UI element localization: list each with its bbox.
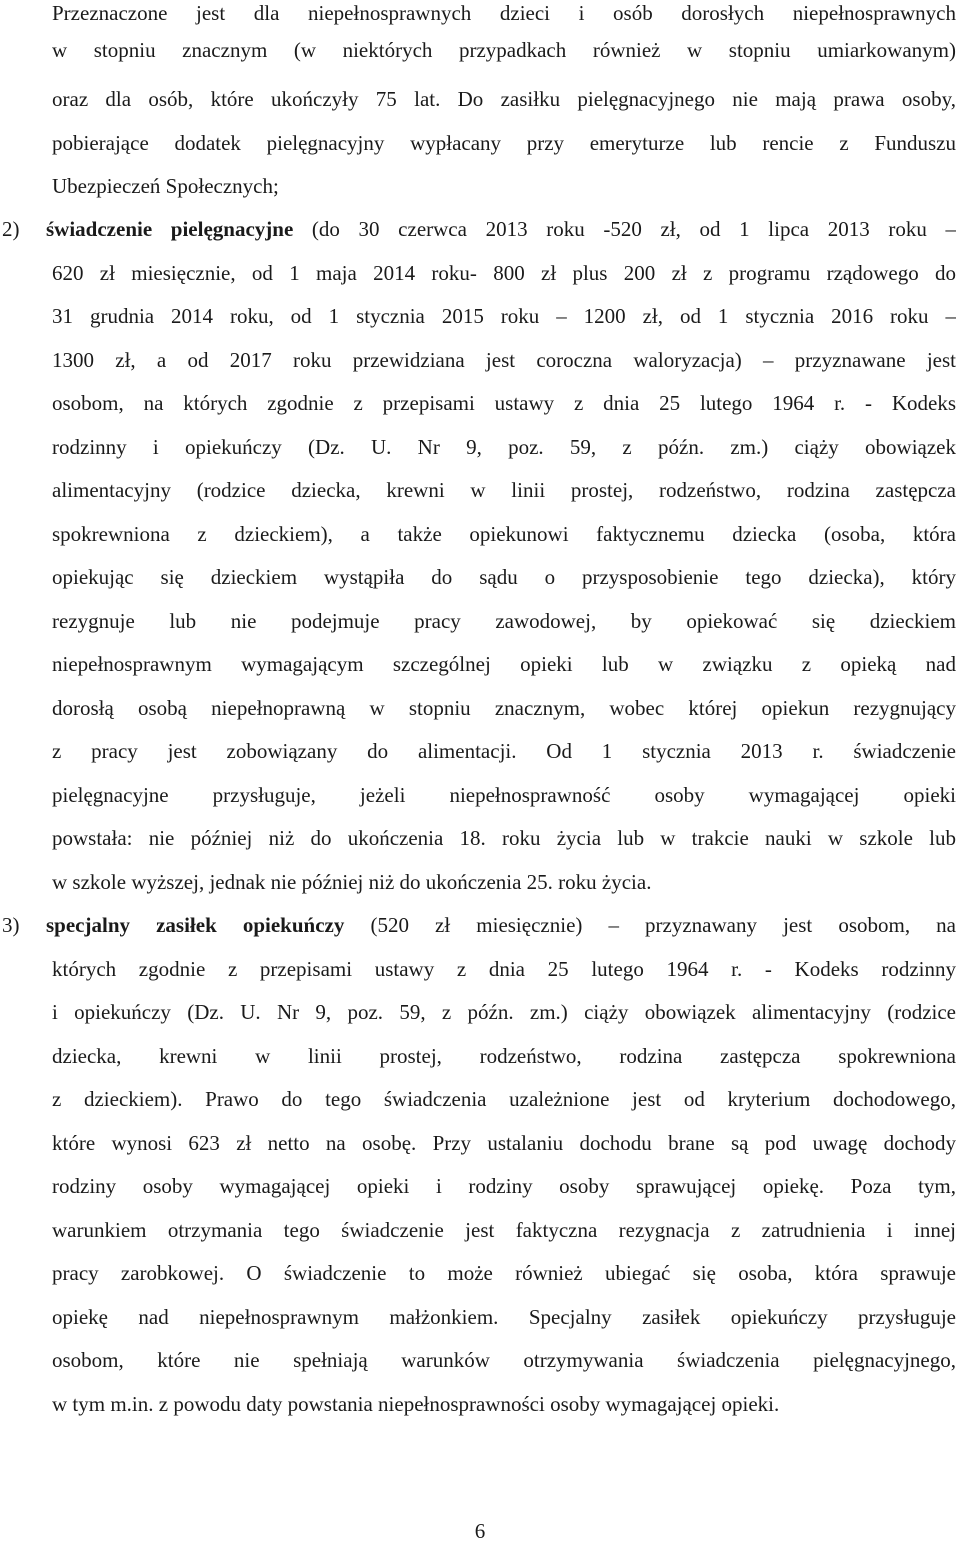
- paragraph-line: które wynosi 623 zł netto na osobę. Przy ustalaniu dochodu brane są pod uwagę dochody: [52, 1131, 956, 1155]
- paragraph-line: rezygnuje lub nie podejmuje pracy zawodowej, by opiekować się dzieckiem: [52, 609, 956, 633]
- paragraph-line: powstała: nie później niż do ukończenia 18. roku życia lub w trakcie nauki w szkole lub: [52, 826, 956, 850]
- list-item-term: specjalny zasiłek opiekuńczy: [46, 913, 345, 937]
- paragraph-line: 620 zł miesięcznie, od 1 maja 2014 roku- 800 zł plus 200 zł z programu rządowego do: [52, 261, 956, 285]
- page-number: 6: [474, 1519, 486, 1543]
- paragraph-line: 31 grudnia 2014 roku, od 1 stycznia 2015 roku – 1200 zł, od 1 stycznia 2016 roku –: [52, 304, 956, 328]
- paragraph-line: opiekując się dzieckiem wystąpiła do sądu o przysposobienie tego dziecka), który: [52, 565, 956, 589]
- paragraph-line: w stopniu znacznym (w niektórych przypadkach również w stopniu umiarkowanym): [52, 38, 956, 62]
- paragraph-line: i opiekuńczy (Dz. U. Nr 9, poz. 59, z późn. zm.) ciąży obowiązek alimentacyjny (rodzice: [52, 1000, 956, 1024]
- paragraph-line: w tym m.in. z powodu daty powstania niepełnosprawności osoby wymagającej opieki.: [52, 1392, 780, 1416]
- paragraph-line: dorosłą osobą niepełnoprawną w stopniu znacznym, wobec której opiekun rezygnujący: [52, 696, 956, 720]
- paragraph-line: których zgodnie z przepisami ustawy z dnia 25 lutego 1964 r. - Kodeks rodzinny: [52, 957, 956, 981]
- paragraph-line: Przeznaczone jest dla niepełnosprawnych dzieci i osób dorosłych niepełnosprawnych: [52, 1, 956, 25]
- list-marker: 2): [2, 217, 20, 241]
- paragraph-line: alimentacyjny (rodzice dziecka, krewni w linii prostej, rodzeństwo, rodzina zastępcza: [52, 478, 956, 502]
- paragraph-line: osobom, na których zgodnie z przepisami ustawy z dnia 25 lutego 1964 r. - Kodeks: [52, 391, 956, 415]
- paragraph-line: z dzieckiem). Prawo do tego świadczenia uzależnione jest od kryterium dochodowego,: [52, 1087, 956, 1111]
- list-item-first-line: [46, 215, 956, 243]
- paragraph-line: pielęgnacyjne przysługuje, jeżeli niepełnosprawność osoby wymagającej opieki: [52, 783, 956, 807]
- paragraph-line: spokrewniona z dzieckiem), a także opiekunowi faktycznemu dziecka (osoba, która: [52, 522, 956, 546]
- list-marker: 3): [2, 913, 20, 937]
- paragraph-line: rodzinny i opiekuńczy (Dz. U. Nr 9, poz. 59, z późn. zm.) ciąży obowiązek: [52, 435, 956, 459]
- paragraph-line: 1300 zł, a od 2017 roku przewidziana jest coroczna waloryzacja) – przyznawane jest: [52, 348, 956, 372]
- list-item-text: (do 30 czerwca 2013 roku -520 zł, od 1 lipca 2013 roku –: [293, 217, 956, 241]
- paragraph-line: w szkole wyższej, jednak nie później niż do ukończenia 25. roku życia.: [52, 870, 652, 894]
- paragraph-line: warunkiem otrzymania tego świadczenie jest faktyczna rezygnacja z zatrudnienia i innej: [52, 1218, 956, 1242]
- paragraph-line: z pracy jest zobowiązany do alimentacji. Od 1 stycznia 2013 r. świadczenie: [52, 739, 956, 763]
- paragraph-line: osobom, które nie spełniają warunków otrzymywania świadczenia pielęgnacyjnego,: [52, 1348, 956, 1372]
- paragraph-line: niepełnosprawnym wymagającym szczególnej opieki lub w związku z opieką nad: [52, 652, 956, 676]
- paragraph-line: opiekę nad niepełnosprawnym małżonkiem. Specjalny zasiłek opiekuńczy przysługuje: [52, 1305, 956, 1329]
- list-item-text: (520 zł miesięcznie) – przyznawany jest osobom, na: [344, 913, 956, 937]
- paragraph-line: pobierające dodatek pielęgnacyjny wypłacany przy emeryturze lub rencie z Funduszu: [52, 131, 956, 155]
- list-item-first-line: [46, 911, 956, 939]
- paragraph-line: pracy zarobkowej. O świadczenie to może również ubiegać się osoba, która sprawuje: [52, 1261, 956, 1285]
- paragraph-line: dziecka, krewni w linii prostej, rodzeństwo, rodzina zastępcza spokrewniona: [52, 1044, 956, 1068]
- paragraph-line: Ubezpieczeń Społecznych;: [52, 174, 279, 198]
- paragraph-line: rodziny osoby wymagającej opieki i rodziny osoby sprawującej opiekę. Poza tym,: [52, 1174, 956, 1198]
- paragraph-line: oraz dla osób, które ukończyły 75 lat. Do zasiłku pielęgnacyjnego nie mają prawa osoby,: [52, 87, 956, 111]
- list-item-term: świadczenie pielęgnacyjne: [46, 217, 294, 241]
